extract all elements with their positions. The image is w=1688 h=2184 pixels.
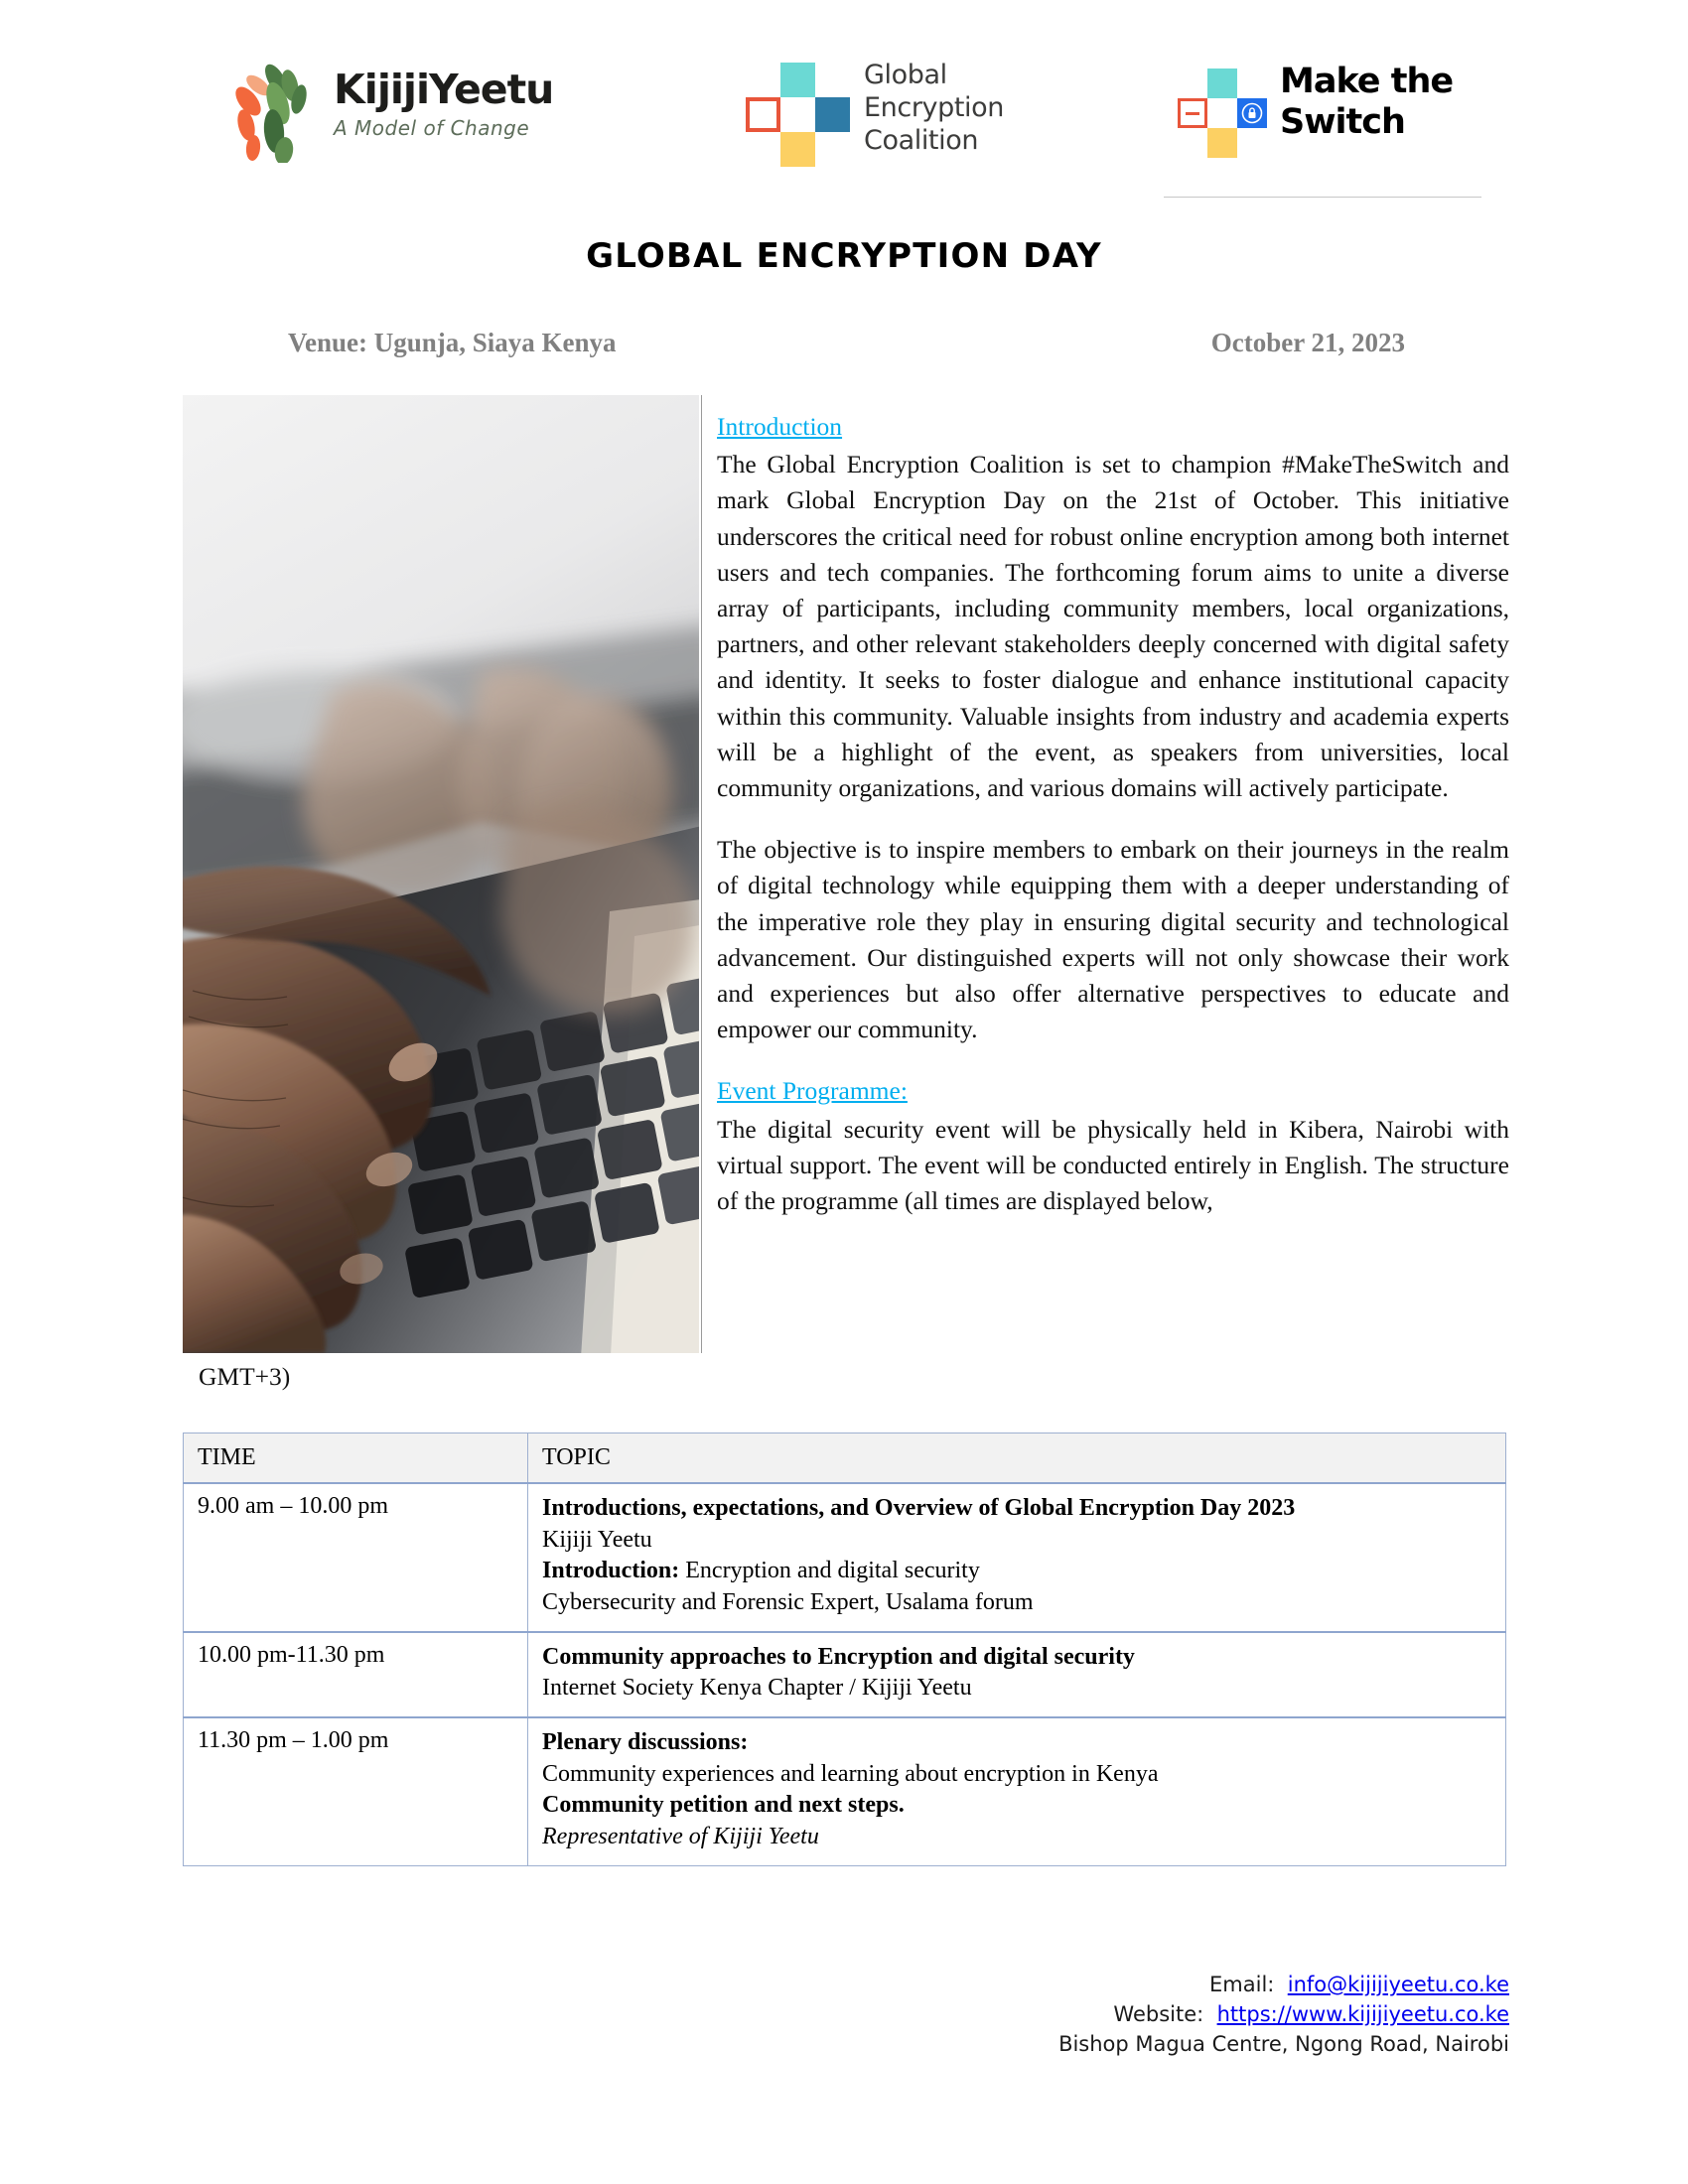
- kijiji-yeetu-tagline: A Model of Change: [334, 116, 530, 140]
- row-3-line-2: Community experiences and learning about encryption in Kenya: [542, 1760, 1159, 1787]
- gec-line-3: Coalition: [864, 124, 979, 156]
- row-2-line-2: Internet Society Kenya Chapter / Kijiji Yeetu: [542, 1675, 972, 1702]
- footer-website-link[interactable]: https://www.kijijiyeetu.co.ke: [1216, 2001, 1509, 2026]
- article-text-column: [717, 409, 1509, 1219]
- programme-overflow-text: GMT+3): [199, 1362, 291, 1391]
- table-header-time: TIME: [184, 1433, 528, 1484]
- venue-text: Venue: Ugunja, Siaya Kenya: [288, 328, 617, 357]
- event-programme-heading: Event Programme:: [717, 1076, 908, 1106]
- row-1-line-3-label: Introduction:: [542, 1558, 680, 1584]
- row-2-line-1: Community approaches to Encryption and digital security: [542, 1643, 1135, 1670]
- table-row: [184, 1632, 1506, 1717]
- row-3-line-4: Representative of Kijiji Yeetu: [542, 1824, 819, 1850]
- introduction-paragraph-1: The Global Encryption Coalition is set to champion #MakeTheSwitch and mark Global Encryption Day on the 21st of October. This initiative underscores the critical need for robust online encryption among both internet users and tech companies. The forthcoming forum aims to unite a diverse array of participants, including community members, local organizations, partners, and other relevant stakeholders deeply concerned with digital safety and identity. It seeks to foster dialogue and enhance institutional capacity within this community. Valuable insights from industry and academia experts will be a highlight of the event, as speakers from universities, local community organizations, and various domains will actively participate.: [717, 450, 1509, 803]
- row-1-line-4: Cybersecurity and Forensic Expert, Usalama forum: [542, 1589, 1034, 1616]
- kijiji-yeetu-wordmark: [334, 66, 582, 140]
- footer-email-label: Email:: [1209, 1973, 1275, 1996]
- header-divider-rule: [1164, 197, 1481, 198]
- row-2-time: 10.00 pm-11.30 pm: [184, 1632, 528, 1717]
- hands-typing-keyboard-photo: [183, 395, 699, 1353]
- row-3-topic: [528, 1717, 1506, 1865]
- footer-address: Bishop Magua Centre, Ngong Road, Nairobi: [1058, 2031, 1509, 2056]
- row-1-line-3-rest: Encryption and digital security: [679, 1558, 980, 1584]
- footer-email-link[interactable]: info@kijijiyeetu.co.ke: [1287, 1973, 1509, 1996]
- global-encryption-coalition-logo: [745, 62, 1082, 171]
- footer-email-line: [0, 1971, 1509, 2000]
- table-header-topic: TOPIC: [528, 1433, 1506, 1484]
- row-1-time: 9.00 am – 10.00 pm: [184, 1483, 528, 1632]
- mts-quad-right-cell-lock-icon: [1237, 98, 1267, 128]
- row-3-time: 11.30 pm – 1.00 pm: [184, 1717, 528, 1865]
- mts-line-1: Make the: [1280, 62, 1454, 101]
- kijiji-leaf-mark-icon: [226, 64, 331, 163]
- photo-illustration: [183, 395, 699, 1353]
- event-programme-paragraph: The digital security event will be physically held in Kibera, Nairobi with virtual support. The event will be conducted entirely in English. The structure of the programme (all times are displayed below,: [717, 1114, 1509, 1216]
- gec-quad-bottom-cell: [780, 132, 815, 167]
- programme-table-head: [184, 1433, 1506, 1484]
- venue-date-row: [288, 328, 1405, 358]
- mts-quad-top-cell: [1207, 68, 1237, 98]
- footer-contact-block: [0, 1971, 1509, 2059]
- kijiji-yeetu-logo: [226, 62, 584, 166]
- table-header-row: [184, 1433, 1506, 1484]
- programme-table-body: [184, 1483, 1506, 1865]
- make-the-switch-logo: [1177, 62, 1504, 171]
- introduction-paragraph-2: The objective is to inspire members to embark on their journeys in the realm of digital technology while equipping them with a deeper understanding of the imperative role they play in ensuring digital security and technological advancement. Our distinguished experts will not only showcase their work and experiences but also offer alternative perspectives to educate and empower our community.: [717, 835, 1509, 1044]
- gec-quad-top-cell: [780, 63, 815, 97]
- gec-line-1: Global: [864, 60, 947, 90]
- page-title: GLOBAL ENCRYPTION DAY: [586, 236, 1102, 276]
- row-1-topic: [528, 1483, 1506, 1632]
- mts-line-2: Switch: [1280, 102, 1405, 143]
- gec-quad-left-cell: [746, 97, 780, 132]
- logo-band: [0, 0, 1688, 208]
- gec-quad-icon: [745, 62, 852, 169]
- table-row: [184, 1717, 1506, 1865]
- row-1-line-3: [542, 1556, 1491, 1587]
- row-3-line-3: Community petition and next steps.: [542, 1792, 905, 1819]
- row-1-line-1: Introductions, expectations, and Overview of Global Encryption Day 2023: [542, 1495, 1296, 1521]
- gec-line-2: Encryption: [864, 91, 1004, 123]
- column-divider: [701, 395, 702, 1353]
- kijiji-yeetu-name: KijijiYeetu: [334, 66, 554, 113]
- mts-quad-bottom-cell: [1207, 128, 1237, 158]
- lock-icon: [1237, 98, 1267, 128]
- introduction-heading: Introduction: [717, 412, 843, 441]
- mts-wordmark: [1280, 62, 1453, 144]
- table-row: [184, 1483, 1506, 1632]
- date-text: October 21, 2023: [1210, 328, 1405, 357]
- programme-table: [183, 1433, 1506, 1866]
- row-3-line-1: Plenary discussions:: [542, 1729, 749, 1756]
- row-1-line-2: Kijiji Yeetu: [542, 1526, 652, 1553]
- gec-wordmark: [864, 60, 1004, 158]
- gec-quad-right-cell: [815, 97, 850, 132]
- mts-quad-left-cell-minus-icon: [1178, 98, 1207, 128]
- mts-quad-icon: [1177, 68, 1268, 159]
- footer-website-line: [0, 2000, 1509, 2030]
- row-2-topic: [528, 1632, 1506, 1717]
- footer-website-label: Website:: [1113, 2001, 1204, 2026]
